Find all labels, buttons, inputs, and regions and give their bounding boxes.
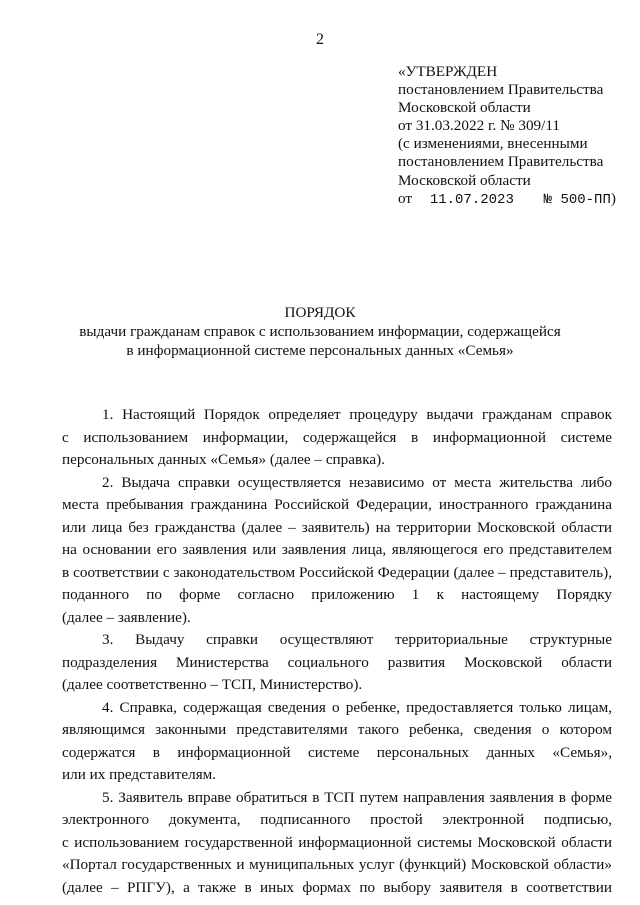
paragraph-2 bbox=[62, 472, 612, 630]
approval-line: (с изменениями, внесенными bbox=[398, 135, 588, 153]
paragraph-line: или их представителям. bbox=[62, 766, 217, 783]
approval-line: постановлением Правительства bbox=[398, 153, 604, 171]
paragraph-line: 5. Заявитель вправе обратиться в ТСП путем направления заявления в форме bbox=[102, 788, 612, 806]
paragraph-line: «Портал государственных и муниципальных услуг (функций) Московской области» bbox=[62, 856, 612, 873]
title-heading: ПОРЯДОК bbox=[284, 304, 356, 321]
document-body bbox=[62, 404, 612, 899]
paragraph-line: (далее – РПГУ), а также в иных формах по выбору заявителя в соответствии bbox=[62, 878, 612, 896]
approval-stamp bbox=[398, 63, 616, 209]
paragraph-line: являющимся законными представителями такого ребенка, сведения о котором bbox=[62, 721, 612, 738]
paragraph-1 bbox=[62, 404, 612, 472]
amendment-suffix: ) bbox=[610, 189, 616, 207]
approval-line: Московской области bbox=[398, 171, 531, 189]
approval-line: «УТВЕРЖДЕН bbox=[398, 63, 498, 80]
paragraph-line: с использованием информации, содержащейся в информационной системе bbox=[62, 428, 612, 446]
paragraph-line: подразделения Министерства социального развития Московской области bbox=[62, 653, 612, 671]
title-line: в информационной системе персональных данных «Семья» bbox=[126, 342, 514, 359]
paragraph-line: (далее – заявление). bbox=[62, 608, 191, 626]
paragraph-line: поданного по форме согласно приложению 1 к настоящему Порядку bbox=[62, 586, 612, 603]
paragraph-line: персональных данных «Семья» (далее – справка). bbox=[62, 451, 385, 468]
paragraph-line: или лица без гражданства (далее – заявитель) на территории Московской области bbox=[62, 518, 612, 536]
paragraph-line: с использованием государственной информационной системы Московской области bbox=[62, 833, 612, 851]
paragraph-line: (далее соответственно – ТСП, Министерство). bbox=[62, 676, 363, 693]
paragraph-line: 2. Выдача справки осуществляется независимо от места жительства либо bbox=[102, 473, 612, 491]
amendment-date: 11.07.2023 bbox=[429, 191, 514, 208]
document-title bbox=[0, 303, 640, 360]
paragraph-line: в соответствии с законодательством Российской Федерации (далее – представитель), bbox=[62, 563, 612, 581]
page-number: 2 bbox=[316, 31, 324, 48]
paragraph-5 bbox=[62, 787, 612, 900]
paragraph-line: 3. Выдачу справки осуществляют территориальные структурные bbox=[102, 631, 612, 648]
paragraph-line: содержатся в информационной системе персональных данных «Семья», bbox=[62, 743, 612, 761]
approval-line: Московской области bbox=[398, 99, 531, 117]
paragraph-line: на основании его заявления или заявления лица, являющегося его представителем bbox=[62, 541, 612, 558]
amendment-prefix: от bbox=[398, 189, 413, 207]
paragraph-4 bbox=[62, 697, 612, 787]
paragraph-line: 4. Справка, содержащая сведения о ребенке, предоставляется только лицам, bbox=[102, 698, 612, 716]
approval-line: постановлением Правительства bbox=[398, 81, 604, 99]
paragraph-line: места пребывания гражданина Российской Федерации, иностранного гражданина bbox=[62, 496, 612, 513]
paragraph-line: 1. Настоящий Порядок определяет процедуру выдачи гражданам справок bbox=[102, 406, 612, 423]
title-line: выдачи гражданам справок с использованием информации, содержащейся bbox=[79, 323, 561, 340]
paragraph-3 bbox=[62, 629, 612, 697]
approval-line: от 31.03.2022 г. № 309/11 bbox=[398, 117, 560, 135]
amendment-number: № 500-ПП bbox=[543, 191, 611, 208]
amendment-line bbox=[398, 190, 616, 209]
paragraph-line: электронного документа, подписанного простой электронной подписью, bbox=[62, 811, 612, 828]
